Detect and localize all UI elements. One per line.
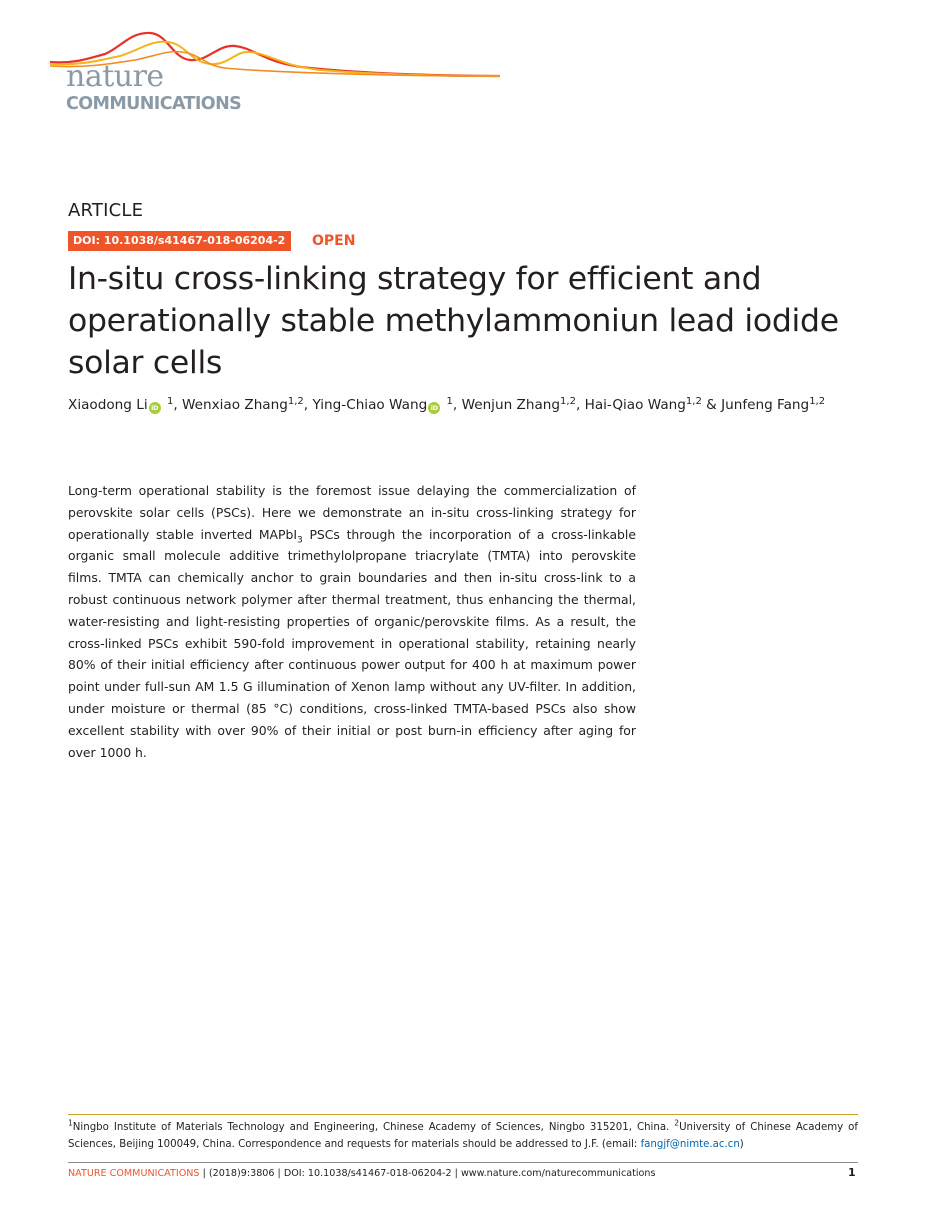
author-affiliation-marker: 1,2 [287, 396, 304, 407]
author-name[interactable]: Hai-Qiao Wang [584, 397, 686, 413]
footnote-close: ) [739, 1139, 744, 1150]
footnote-divider [68, 1114, 858, 1115]
logo-word-communications: COMMUNICATIONS [66, 94, 242, 114]
doi-badge[interactable]: DOI: 10.1038/s41467-018-06204-2 [68, 231, 291, 251]
footer-citation: | (2018)9:3806 | DOI: 10.1038/s41467-018-06204-2 | www.nature.com/naturecommunications [199, 1168, 656, 1179]
article-type-label: ARTICLE [68, 200, 144, 221]
author-list [68, 397, 888, 414]
footer-journal-name: NATURE COMMUNICATIONS [68, 1168, 200, 1179]
page-footer [68, 1168, 656, 1179]
logo-word-nature: nature [66, 59, 164, 94]
author-separator: , [303, 397, 313, 413]
author-name[interactable]: Ying-Chiao Wang [312, 397, 428, 413]
affiliations-footnote [68, 1119, 858, 1153]
author-affiliation-marker: 1 [166, 396, 174, 407]
article-title: In-situ cross-linking strategy for efficient and operationally stable methylammoniun lead iodide solar cells [68, 261, 839, 381]
author-name[interactable]: Junfeng Fang [721, 397, 810, 413]
affiliation-2: University of Chinese Academy of Sciences, Beijing 100049, China. Correspondence and requests for materials should be addressed to J.F. (email: [68, 1122, 858, 1150]
author-name[interactable]: Xiaodong Li [68, 397, 148, 413]
correspondence-email-link[interactable]: fangjf@nimte.ac.cn [640, 1139, 740, 1150]
author-affiliation-marker: 1,2 [809, 396, 826, 407]
affiliation-1: Ningbo Institute of Materials Technology and Engineering, Chinese Academy of Sciences, Ningbo 315201, China. [72, 1122, 675, 1133]
author-separator: , [173, 397, 182, 413]
abstract-text-part2: PSCs through the incorporation of a cross-linkable organic small molecule additive trimethylolpropane triacrylate (TMTA) into perovskite films. TMTA can chemically anchor to grain boundaries and then in-situ cross-link to a robust continuous network polymer after thermal treatment, thus enhancing the thermal, water-resisting and light-resisting properties of organic/perovskite films. As a result, the cross-linked PSCs exhibit 590-fold improvement in operational stability, retaining nearly 80% of their initial efficiency after continuous power output for 400 h at maximum power point under full-sun AM 1.5 G illumination of Xenon lamp without any UV-filter. In addition, under moisture or thermal (85 °C) conditions, cross-linked TMTA-based PSCs also show excellent stability with over 90% of their initial or post burn-in efficiency after aging for over 1000 h. [68, 526, 636, 760]
footer-divider [68, 1162, 858, 1163]
affil-marker-1: 1 [68, 1118, 73, 1128]
affil-marker-2: 2 [674, 1118, 680, 1128]
open-access-label: OPEN [312, 233, 356, 249]
author-affiliation-marker: 1 [446, 396, 453, 407]
page-number: 1 [848, 1166, 856, 1179]
author-affiliation-marker: 1,2 [685, 396, 702, 407]
abstract-text-part1: Long-term operational stability is the foremost issue delaying the commercialization of perovskite solar cells (PSCs). Here we demonstrate an in-situ cross-linking strategy for operationally stable inverted MAPbI [68, 483, 636, 542]
author-name[interactable]: Wenxiao Zhang [181, 397, 288, 413]
orcid-icon[interactable]: iD [149, 402, 161, 414]
author-separator: , [575, 397, 585, 413]
author-separator: , [452, 397, 462, 413]
orcid-icon[interactable]: iD [428, 402, 440, 414]
author-affiliation-marker: 1,2 [560, 396, 576, 407]
journal-logo [50, 28, 505, 118]
author-separator: & [701, 397, 722, 413]
abstract-subscript: 3 [297, 535, 303, 546]
abstract [68, 480, 636, 763]
author-name[interactable]: Wenjun Zhang [461, 397, 561, 413]
